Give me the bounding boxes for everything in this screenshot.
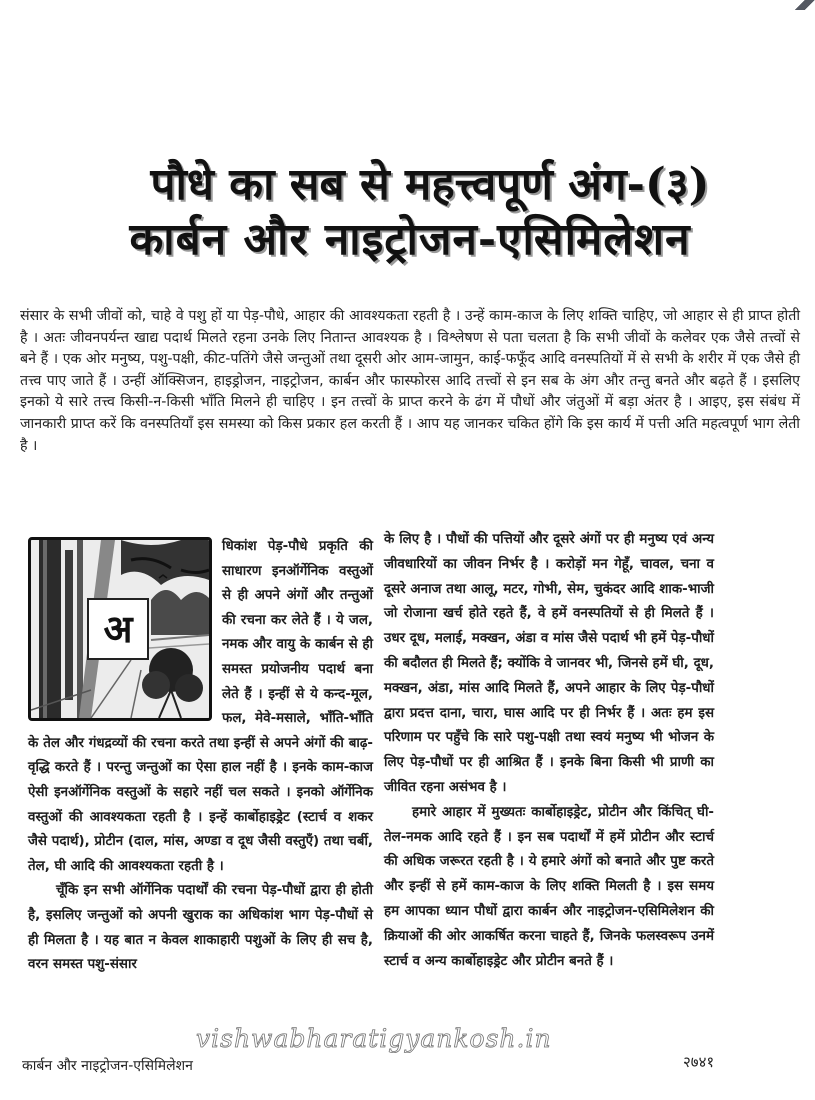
title-line-1: पौधे का सब से महत्त्वपूर्ण अंग-(३) [150, 159, 710, 210]
right-paragraph-1: के लिए है । पौधों की पत्तियों और दूसरे अंगों पर ही मनुष्य एवं अन्य जीवधारियों का जीवन निर्भर है । करोड़ों मन गेहूँ, चावल, चना व दूसरे अनाज तथा आलू, मटर, गोभी, सेम, चुकंदर आदि शाक-भाजी जो रोजाना खर्च होते रहते हैं, वे हमें वनस्पतियों से ही मिलते हैं । उधर दूध, मलाई, मक्खन, अंडा व मांस जैसे पदार्थ भी हमें पेड़-पौधों की बदौलत ही मिलते हैं; क्योंकि वे जानवर भी, जिनसे हमें घी, दूध, मक्खन, अंडा, मांस आदि मिलते हैं, अपने आहार के लिए पेड़-पौधों द्वारा प्रदत्त दाना, चारा, घास आदि पर ही निर्भर हैं । अतः हम इस परिणाम पर पहुँचे कि सारे पशु-पक्षी तथा स्वयं मनुष्य भी भोजन के लिए पेड़-पौधों पर ही आश्रित हैं । इनके बिना किसी भी प्राणी का जीवित रहना असंभव है । [384, 532, 714, 795]
left-paragraph-2: चूँकि इन सभी ऑर्गेनिक पदार्थों की रचना पेड़-पौधों द्वारा ही होती है, इसलिए जन्तुओं को अपनी खुराक का अधिकांश भाग पेड़-पौधों से ही मिलता है । यह बात न केवल शाकाहारी पशुओं के लिए ही सच है, वरन समस्त पशु-संसार [28, 883, 373, 973]
title-line-2: कार्बन और नाइट्रोजन-एसिमिलेशन [129, 213, 691, 265]
right-paragraph-2: हमारे आहार में मुख्यतः कार्बोहाइड्रेट, प्रोटीन और किंचित् घी-तेल-नमक आदि रहते हैं । इन सब पदार्थों में हमें प्रोटीन और स्टार्च की अधिक जरूरत रहती है । ये हमारे अंगों को बनाते और पुष्ट करते और इन्हीं से हमें काम-काज के लिए शक्ति मिलती है । इस समय हम आपका ध्यान पौधों द्वारा कार्बन और नाइट्रोजन-एसिमिलेशन की क्रियाओं की ओर आकर्षित करना चाहते हैं, जिनके फलस्वरूप उनमें स्टार्च व अन्य कार्बोहाइड्रेट और प्रोटीन बनते हैं । [384, 804, 714, 969]
intro-paragraph [20, 306, 800, 457]
running-footer-title: कार्बन और नाइट्रोजन-एसिमिलेशन [22, 1058, 193, 1074]
site-watermark: vishwabharatigyankosh.in [196, 1024, 552, 1053]
left-paragraph-1: धिकांश पेड़-पौधे प्रकृति की साधारण इनऑर्गेनिक वस्तुओं से ही अपने अंगों और तन्तुओं की रचना कर लेते हैं । ये जल, नमक और वायु के कार्बन से ही समस्त प्रयोजनीय पदार्थ बना लेते हैं । इन्हीं से ये कन्द-मूल, फल, मेवे-मसाले, भाँति-भाँति के तेल और गंधद्रव्यों की रचना करते तथा इन्हीं से अपने अंगों की बाढ़-वृद्धि करते हैं । परन्तु जन्तुओं का ऐसा हाल नहीं है । इनके काम-काज ऐसी इनऑर्गेनिक वस्तुओं के सहारे नहीं चल सकते । इनको ऑर्गेनिक वस्तुओं की आवश्यकता रहती है । इन्हें कार्बोहाइड्रेट (स्टार्च व शकर जैसे पदार्थ), प्रोटीन (दाल, मांस, अण्डा व दूध जैसी वस्तुएँ) तथा चर्बी, तेल, घी आदि की आवश्यकता रहती है । [28, 539, 373, 874]
right-column [384, 528, 714, 974]
intro-text: संसार के सभी जीवों को, चाहे वे पशु हों या पेड़-पौधे, आहार की आवश्यकता रहती है । उन्हें काम-काज के लिए शक्ति चाहिए, जो आहार से ही प्राप्त होती है । अतः जीवनपर्यन्त खाद्य पदार्थ मिलते रहना उनके लिए नितान्त आवश्यक है । विश्लेषण से पता चलता है कि सभी जीवों के कलेवर एक जैसे तत्त्वों से बने हैं । एक ओर मनुष्य, पशु-पक्षी, कीट-पतिंगे जैसे जन्तुओं तथा दूसरी ओर आम-जामुन, काई-फफूँद आदि वनस्पतियों में से सभी के शरीर में एक जैसे ही तत्त्व पाए जाते हैं । उन्हीं ऑक्सिजन, हाइड्रोजन, नाइट्रोजन, कार्बन और फास्फोरस आदि तत्त्वों से इन सब के अंग और तन्तु बनते और बढ़ते हैं । इसलिए इनको ये सारे तत्त्व किसी-न-किसी भाँति मिलने ही चाहिए । इन तत्त्वों के प्राप्त करने के ढंग में पौधों और जंतुओं में बड़ा अंतर है । आइए, इस संबंध में जानकारी प्राप्त करें कि वनस्पतियाँ इस समस्या को किस प्रकार हल करती हैं । आप यह जानकर चकित होंगे कि इस कार्य में पत्ती अति महत्वपूर्ण भाग लेती है । [20, 308, 800, 454]
drop-cap-illustration [28, 537, 212, 721]
left-column [28, 535, 373, 978]
drop-cap: अ [87, 598, 149, 660]
page-number: २७४१ [683, 1053, 715, 1071]
scan-corner-mark [791, 0, 815, 10]
article-title [100, 160, 720, 265]
